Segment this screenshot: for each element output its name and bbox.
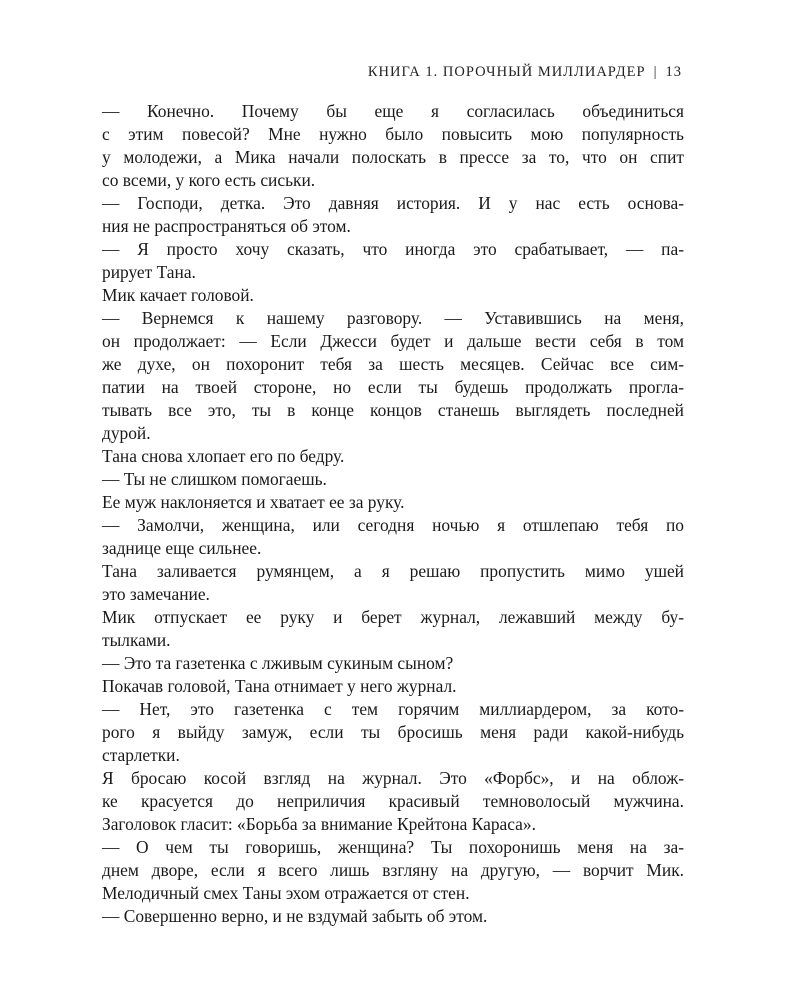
text-line: — Совершенно верно, и не вздумай забыть об этом. <box>102 906 488 926</box>
text-line: Мелодичный смех Таны эхом отражается от стен. <box>102 883 470 903</box>
text-line: — О чем ты говоришь, женщина? Ты похоронишь меня на за- <box>102 837 684 857</box>
text-line: Тана заливается румянцем, а я решаю пропустить мимо ушей <box>102 561 684 581</box>
text-line: рирует Тана. <box>102 262 196 282</box>
text-line: он продолжает: — Если Джесси будет и дальше вести себя в том <box>102 331 684 351</box>
text-line: — Нет, это газетенка с тем горячим миллиардером, за кото- <box>102 699 684 719</box>
text-line: со всеми, у кого есть сиськи. <box>102 170 316 190</box>
text-line: ке красуется до неприличия красивый темноволосый мужчина. <box>102 791 684 811</box>
text-line: — Вернемся к нашему разговору. — Уставившись на меня, <box>102 308 684 328</box>
text-line: Мик качает головой. <box>102 285 254 305</box>
page-number: 13 <box>665 64 682 80</box>
text-line: заднице еще сильнее. <box>102 538 262 558</box>
text-line: — Замолчи, женщина, или сегодня ночью я отшлепаю тебя по <box>102 515 684 535</box>
text-line: старлетки. <box>102 745 180 765</box>
text-line: у молодежи, а Мика начали полоскать в прессе за то, что он спит <box>102 147 684 167</box>
running-title: КНИГА 1. ПОРОЧНЫЙ МИЛЛИАРДЕР <box>367 64 646 80</box>
running-header <box>102 64 682 81</box>
text-line: — Конечно. Почему бы еще я согласилась объединиться <box>102 101 684 121</box>
text-line: — Господи, детка. Это давняя история. И у нас есть основа- <box>102 193 684 213</box>
text-line: рого я выйду замуж, если ты бросишь меня ради какой-нибудь <box>102 722 684 742</box>
text-line: же духе, он похоронит тебя за шесть месяцев. Сейчас все сим- <box>102 354 684 374</box>
text-line: — Я просто хочу сказать, что иногда это срабатывает, — па- <box>102 239 684 259</box>
text-line: дурой. <box>102 423 151 443</box>
text-line: ния не распространяться об этом. <box>102 216 351 236</box>
text-line: с этим повесой? Мне нужно было повысить мою популярность <box>102 124 684 144</box>
text-line: патии на твоей стороне, но если ты будешь продолжать прогла- <box>102 377 684 397</box>
text-line: Мик отпускает ее руку и берет журнал, лежавший между бу- <box>102 607 684 627</box>
text-line: — Ты не слишком помогаешь. <box>102 469 327 489</box>
text-line: тылками. <box>102 630 171 650</box>
text-line: Заголовок гласит: «Борьба за внимание Крейтона Караса». <box>102 814 536 834</box>
header-separator: | <box>653 64 658 80</box>
text-line: Покачав головой, Тана отнимает у него журнал. <box>102 676 457 696</box>
text-line: это замечание. <box>102 584 210 604</box>
text-line: тывать все это, ты в конце концов станешь выглядеть последней <box>102 400 684 420</box>
body-text <box>102 100 684 928</box>
text-line: Тана снова хлопает его по бедру. <box>102 446 345 466</box>
text-line: Ее муж наклоняется и хватает ее за руку. <box>102 492 405 512</box>
text-line: — Это та газетенка с лживым сукиным сыном? <box>102 653 454 673</box>
text-line: днем дворе, если я всего лишь взгляну на другую, — ворчит Мик. <box>102 860 684 880</box>
text-line: Я бросаю косой взгляд на журнал. Это «Форбс», и на облож- <box>102 768 684 788</box>
